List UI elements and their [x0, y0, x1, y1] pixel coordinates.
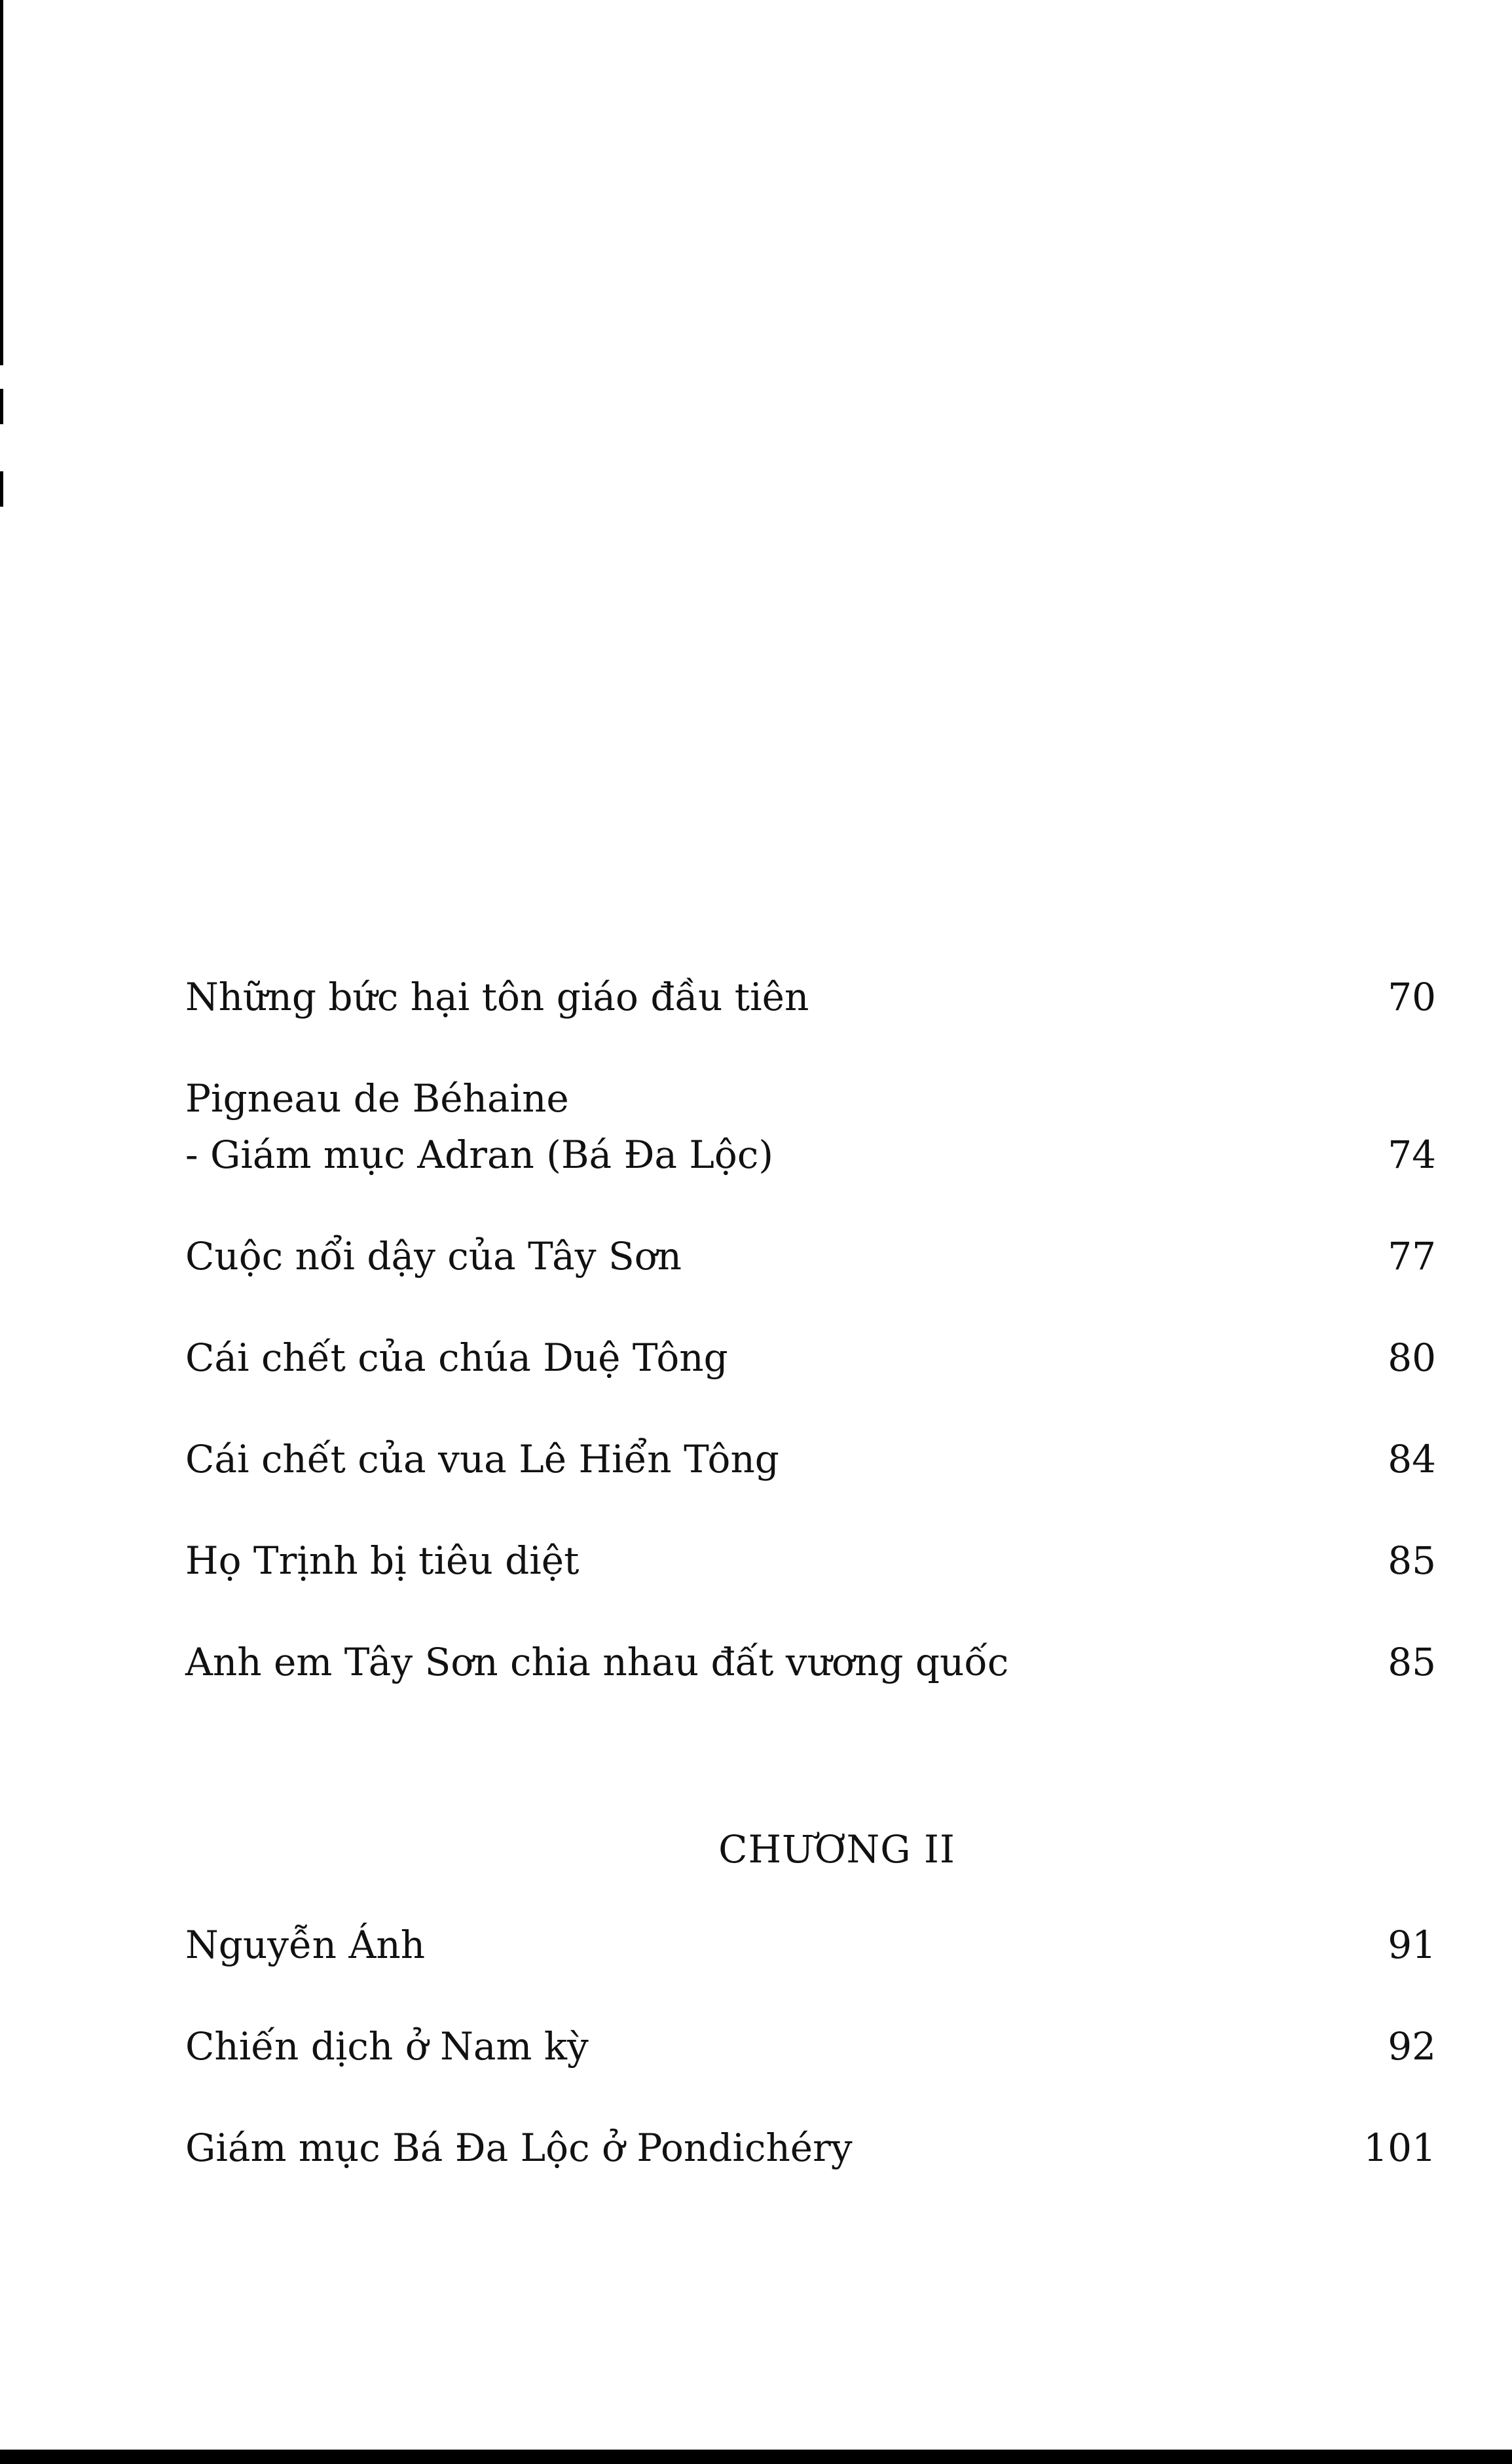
- toc-entry-page: 80: [1388, 1335, 1436, 1380]
- toc-entry: [185, 1431, 1436, 1487]
- toc-entry-page: 74: [1388, 1132, 1436, 1177]
- toc-entry: [185, 1070, 1436, 1183]
- toc-entry: [185, 1532, 1436, 1589]
- toc-entry-page: 91: [1388, 1923, 1436, 1967]
- toc-entry-title: Anh em Tây Sơn chia nhau đất vương quốc: [185, 1640, 1009, 1684]
- scan-left-edge: [0, 0, 3, 589]
- toc-entry: [185, 1330, 1436, 1386]
- toc-entry-title-line1: Pigneau de Béhaine: [185, 1076, 569, 1121]
- toc-entry-title: Cái chết của chúa Duệ Tông: [185, 1335, 728, 1380]
- toc-entry: [185, 969, 1436, 1025]
- toc-entry-title-line2: - Giám mục Adran (Bá Đa Lộc): [185, 1132, 773, 1177]
- toc-entry-page: 84: [1388, 1437, 1436, 1481]
- toc-entry: [185, 1634, 1436, 1690]
- toc-entry: [185, 1228, 1436, 1284]
- toc-entry-page: 85: [1388, 1640, 1436, 1684]
- scan-bottom-edge: [0, 2450, 1512, 2464]
- table-of-contents: [185, 969, 1436, 2221]
- toc-entry-title: Chiến dịch ở Nam kỳ: [185, 2024, 589, 2069]
- toc-entry-page: 70: [1388, 975, 1436, 1019]
- toc-entry-title: Cái chết của vua Lê Hiển Tông: [185, 1437, 779, 1481]
- toc-entry: [185, 2120, 1436, 2176]
- toc-entry-page: 92: [1388, 2024, 1436, 2069]
- chapter-heading: CHƯƠNG II: [718, 1827, 955, 1872]
- toc-entry-title: Giám mục Bá Đa Lộc ở Pondichéry: [185, 2126, 853, 2170]
- toc-entry-title: Cuộc nổi dậy của Tây Sơn: [185, 1234, 682, 1278]
- toc-entry: [185, 2018, 1436, 2074]
- toc-entry-page: 77: [1388, 1234, 1436, 1278]
- toc-entry-title: Họ Trịnh bị tiêu diệt: [185, 1538, 580, 1583]
- toc-entry-page: 101: [1363, 2126, 1436, 2170]
- toc-entry-title: Nguyễn Ánh: [185, 1923, 426, 1967]
- toc-entry-page: 85: [1388, 1538, 1436, 1583]
- toc-entry: [185, 1917, 1436, 1973]
- toc-entry-title: Những bức hại tôn giáo đầu tiên: [185, 975, 809, 1019]
